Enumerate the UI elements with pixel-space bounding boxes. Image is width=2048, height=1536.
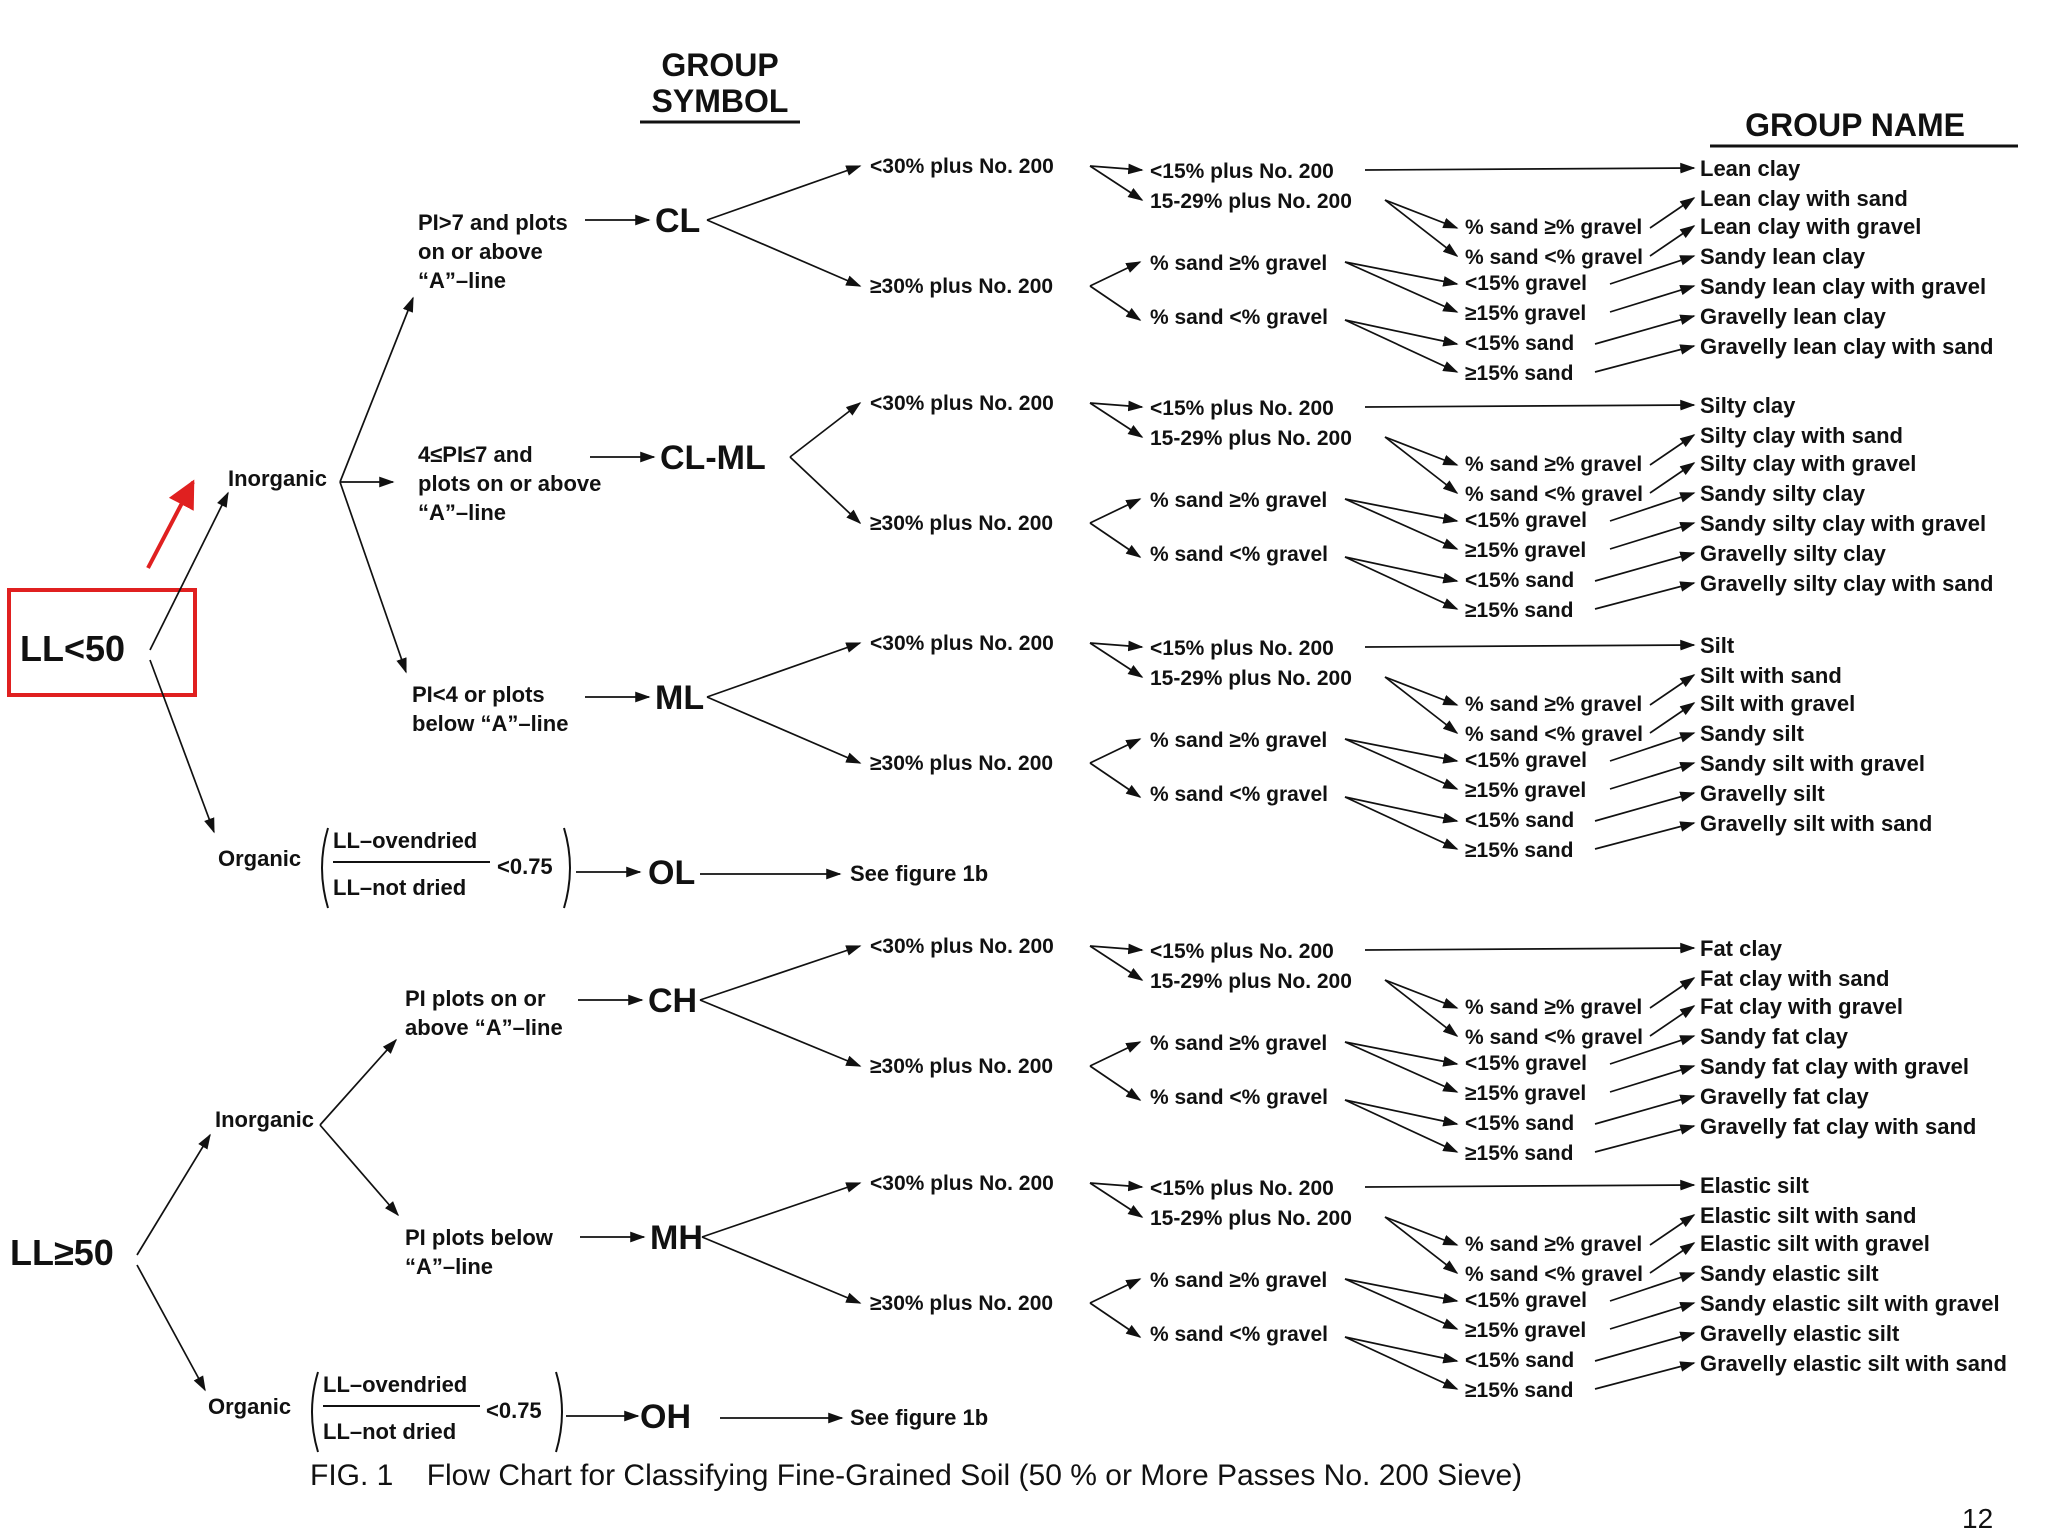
criterion-ge15-sand: ≥15% sand xyxy=(1465,1142,1574,1165)
group-name-cl-4: Sandy lean clay with gravel xyxy=(1700,274,1987,299)
branch-edge xyxy=(1090,523,1140,557)
criterion-sand-ge-gravel-2: % sand ≥% gravel xyxy=(1465,1233,1643,1256)
criterion-sand-ge-gravel-2: % sand ≥% gravel xyxy=(1465,996,1643,1019)
branch-edge xyxy=(137,1265,205,1390)
group-name-clml-4: Sandy silty clay with gravel xyxy=(1700,511,1987,536)
criterion-sand-lt-gravel-2: % sand <% gravel xyxy=(1465,1026,1643,1049)
root-ll-ge-50: LL≥50 xyxy=(10,1232,114,1273)
branch-edge xyxy=(1650,1006,1694,1036)
branch-edge xyxy=(1365,168,1694,170)
branch-edge xyxy=(1385,1217,1457,1245)
branch-edge xyxy=(1090,403,1142,407)
criterion-lt15-sand: <15% sand xyxy=(1465,332,1575,355)
group-name-ch-2: Fat clay with gravel xyxy=(1700,994,1903,1019)
criterion-15-29-plus-200: 15-29% plus No. 200 xyxy=(1150,190,1352,213)
branch-edge xyxy=(1650,675,1694,705)
criterion-lt30-plus-200: <30% plus No. 200 xyxy=(870,935,1054,958)
branch-edge xyxy=(707,643,860,697)
branch-edge xyxy=(1345,499,1457,549)
branch-edge xyxy=(1650,198,1694,228)
subtree-mh xyxy=(580,1172,2007,1402)
branch-edge xyxy=(1345,739,1457,789)
criterion-lt15-gravel: <15% gravel xyxy=(1465,509,1588,532)
plasticity-condition-ch: PI plots on or above “A”–line xyxy=(405,986,563,1040)
root-ll-less-50: LL<50 xyxy=(20,628,126,669)
plasticity-condition-cl: PI>7 and plots on or above “A”–line xyxy=(418,210,568,293)
group-name-mh-6: Gravelly elastic silt with sand xyxy=(1700,1351,2007,1376)
organic-ratio-high-ll xyxy=(312,1372,638,1452)
branch-edge xyxy=(1090,286,1140,320)
subtree-cl xyxy=(585,155,1993,385)
branch-edge xyxy=(1385,980,1457,1036)
branch-edge xyxy=(1595,1363,1694,1389)
branch-edge xyxy=(1365,1185,1694,1187)
criterion-sand-lt-gravel: % sand <% gravel xyxy=(1150,543,1328,566)
see-figure-1b-oh: See figure 1b xyxy=(850,1405,989,1430)
group-name-ch-3: Sandy fat clay xyxy=(1700,1024,1848,1049)
branch-edge xyxy=(1090,763,1140,797)
branch-edge xyxy=(700,1000,860,1066)
plasticity-condition-clml: 4≤PI≤7 and plots on or above “A”–line xyxy=(418,442,602,525)
branch-edge xyxy=(1345,262,1457,312)
group-name-clml-0: Silty clay xyxy=(1700,393,1796,418)
group-name-cl-1: Lean clay with sand xyxy=(1700,186,1908,211)
branch-edge xyxy=(1650,226,1694,256)
group-name-mh-2: Elastic silt with gravel xyxy=(1700,1231,1930,1256)
branch-edge xyxy=(1385,200,1457,256)
group-name-ch-5: Gravelly fat clay xyxy=(1700,1084,1869,1109)
branch-edge xyxy=(1090,166,1142,200)
branch-edge xyxy=(1345,797,1457,821)
group-symbol-cl: CL xyxy=(655,202,701,240)
criterion-ge30-plus-200: ≥30% plus No. 200 xyxy=(870,1055,1054,1078)
branch-edge xyxy=(1650,978,1694,1008)
svg-text:<0.75: <0.75 xyxy=(486,1398,542,1423)
group-name-clml-3: Sandy silty clay xyxy=(1700,481,1866,506)
criterion-lt30-plus-200: <30% plus No. 200 xyxy=(870,1172,1054,1195)
svg-text:LL–not dried: LL–not dried xyxy=(323,1419,457,1444)
group-name-mh-4: Sandy elastic silt with gravel xyxy=(1700,1291,2000,1316)
branch-edge xyxy=(1345,1337,1457,1389)
branch-edge xyxy=(1385,980,1457,1008)
branch-edge xyxy=(1345,320,1457,344)
group-name-cl-5: Gravelly lean clay xyxy=(1700,304,1886,329)
group-name-cl-3: Sandy lean clay xyxy=(1700,244,1866,269)
group-symbol-ml: ML xyxy=(655,679,705,717)
criterion-lt30-plus-200: <30% plus No. 200 xyxy=(870,632,1054,655)
branch-edge xyxy=(1090,499,1140,523)
criterion-ge15-sand: ≥15% sand xyxy=(1465,839,1574,862)
branch-edge xyxy=(702,1183,860,1237)
criterion-ge15-gravel: ≥15% gravel xyxy=(1465,539,1587,562)
criterion-ge30-plus-200: ≥30% plus No. 200 xyxy=(870,275,1054,298)
criterion-lt15-sand: <15% sand xyxy=(1465,569,1575,592)
criterion-ge15-gravel: ≥15% gravel xyxy=(1465,1319,1587,1342)
group-name-clml-1: Silty clay with sand xyxy=(1700,423,1903,448)
branch-edge xyxy=(1090,403,1142,437)
branch-edge xyxy=(150,493,228,650)
criterion-lt15-gravel: <15% gravel xyxy=(1465,272,1588,295)
criterion-ge15-sand: ≥15% sand xyxy=(1465,599,1574,622)
criterion-sand-lt-gravel: % sand <% gravel xyxy=(1150,306,1328,329)
branch-edge xyxy=(1345,1042,1457,1092)
criterion-sand-ge-gravel: % sand ≥% gravel xyxy=(1150,489,1328,512)
branch-edge xyxy=(320,1040,396,1125)
criterion-15-29-plus-200: 15-29% plus No. 200 xyxy=(1150,667,1352,690)
criterion-sand-ge-gravel: % sand ≥% gravel xyxy=(1150,1032,1328,1055)
branch-edge xyxy=(1345,1100,1457,1152)
branch-edge xyxy=(1090,946,1142,980)
criterion-lt15-plus-200: <15% plus No. 200 xyxy=(1150,940,1334,963)
figure-caption: FIG. 1 Flow Chart for Classifying Fine-Grained Soil (50 % or More Passes No. 200 Sieve) xyxy=(310,1459,1523,1492)
branch-edge xyxy=(1345,320,1457,372)
branch-edge xyxy=(1090,262,1140,286)
branch-edge xyxy=(1090,643,1142,677)
branch-edge xyxy=(1090,1303,1140,1337)
branch-edge xyxy=(1345,557,1457,581)
branch-edge xyxy=(1345,1100,1457,1124)
criterion-ge15-gravel: ≥15% gravel xyxy=(1465,779,1587,802)
branch-edge xyxy=(1365,948,1694,950)
criterion-sand-ge-gravel: % sand ≥% gravel xyxy=(1150,252,1328,275)
group-name-ml-3: Sandy silt xyxy=(1700,721,1804,746)
criterion-sand-ge-gravel: % sand ≥% gravel xyxy=(1150,729,1328,752)
branch-edge xyxy=(1595,1096,1694,1124)
criterion-lt15-gravel: <15% gravel xyxy=(1465,749,1588,772)
branch-edge xyxy=(1365,645,1694,647)
branch-edge xyxy=(1595,1126,1694,1152)
criterion-lt15-sand: <15% sand xyxy=(1465,1112,1575,1135)
organic-label-high-ll: Organic xyxy=(208,1394,292,1419)
criterion-sand-lt-gravel-2: % sand <% gravel xyxy=(1465,483,1643,506)
group-name-ml-2: Silt with gravel xyxy=(1700,691,1856,716)
criterion-sand-lt-gravel-2: % sand <% gravel xyxy=(1465,723,1643,746)
group-symbol-ch: CH xyxy=(648,982,698,1020)
group-symbol-header-line1: GROUP xyxy=(661,47,779,83)
criterion-sand-ge-gravel-2: % sand ≥% gravel xyxy=(1465,693,1643,716)
branch-edge xyxy=(1650,463,1694,493)
branch-edge xyxy=(1385,677,1457,705)
criterion-lt15-sand: <15% sand xyxy=(1465,1349,1575,1372)
branch-edge xyxy=(707,220,860,286)
branch-edge xyxy=(1345,1279,1457,1301)
branch-edge xyxy=(1345,557,1457,609)
group-name-header: GROUP NAME xyxy=(1745,107,1965,143)
group-name-cl-0: Lean clay xyxy=(1700,156,1801,181)
highlight-arrow xyxy=(148,482,193,568)
branch-edge xyxy=(1090,1183,1142,1187)
branch-edge xyxy=(1345,1337,1457,1361)
branch-edge xyxy=(790,457,860,523)
branch-edge xyxy=(1385,437,1457,493)
branch-edge xyxy=(1345,1279,1457,1329)
group-name-mh-0: Elastic silt xyxy=(1700,1173,1809,1198)
branch-edge xyxy=(1610,1066,1694,1092)
plasticity-condition-ml: PI<4 or plots below “A”–line xyxy=(412,682,569,736)
group-name-mh-3: Sandy elastic silt xyxy=(1700,1261,1879,1286)
svg-text:LL–ovendried: LL–ovendried xyxy=(323,1372,468,1397)
criterion-lt15-gravel: <15% gravel xyxy=(1465,1052,1588,1075)
group-name-ch-0: Fat clay xyxy=(1700,936,1782,961)
group-symbol-mh: MH xyxy=(650,1219,703,1257)
branch-edge xyxy=(707,697,860,763)
criterion-lt15-plus-200: <15% plus No. 200 xyxy=(1150,1177,1334,1200)
organic-ratio-low-ll xyxy=(322,828,640,908)
criterion-sand-lt-gravel-2: % sand <% gravel xyxy=(1465,1263,1643,1286)
group-name-ch-1: Fat clay with sand xyxy=(1700,966,1890,991)
branch-edge xyxy=(1385,1217,1457,1273)
branch-edge xyxy=(1650,1243,1694,1273)
branch-edge xyxy=(1345,739,1457,761)
criterion-sand-lt-gravel: % sand <% gravel xyxy=(1150,1323,1328,1346)
branch-edge xyxy=(1595,346,1694,372)
group-name-clml-5: Gravelly silty clay xyxy=(1700,541,1886,566)
group-symbol-clml: CL-ML xyxy=(660,439,766,477)
plasticity-condition-mh: PI plots below “A”–line xyxy=(405,1225,553,1279)
branch-edge xyxy=(1650,703,1694,733)
inorganic-label-high-ll: Inorganic xyxy=(215,1107,315,1132)
criterion-sand-lt-gravel: % sand <% gravel xyxy=(1150,783,1328,806)
branch-edge xyxy=(1090,166,1142,170)
branch-edge xyxy=(707,166,860,220)
branch-edge xyxy=(1385,437,1457,465)
group-symbol-oh: OH xyxy=(640,1398,691,1436)
branch-edge xyxy=(1090,946,1142,950)
branch-edge xyxy=(1610,523,1694,549)
branch-edge xyxy=(1595,823,1694,849)
group-name-cl-2: Lean clay with gravel xyxy=(1700,214,1922,239)
group-symbol-ol: OL xyxy=(648,854,696,892)
criterion-sand-ge-gravel-2: % sand ≥% gravel xyxy=(1465,453,1643,476)
page-number: 12 xyxy=(1962,1503,1994,1534)
branch-edge xyxy=(1090,1066,1140,1100)
criterion-lt30-plus-200: <30% plus No. 200 xyxy=(870,155,1054,178)
branch-edge xyxy=(150,660,214,832)
inorganic-label-low-ll: Inorganic xyxy=(228,466,328,491)
criterion-lt15-plus-200: <15% plus No. 200 xyxy=(1150,160,1334,183)
branch-edge xyxy=(1090,1279,1140,1303)
criterion-ge15-gravel: ≥15% gravel xyxy=(1465,302,1587,325)
criterion-15-29-plus-200: 15-29% plus No. 200 xyxy=(1150,427,1352,450)
branch-edge xyxy=(1345,797,1457,849)
criterion-lt15-sand: <15% sand xyxy=(1465,809,1575,832)
branch-edge xyxy=(1385,677,1457,733)
group-name-clml-2: Silty clay with gravel xyxy=(1700,451,1917,476)
branch-edge xyxy=(1345,499,1457,521)
branch-edge xyxy=(1090,739,1140,763)
group-name-ml-6: Gravelly silt with sand xyxy=(1700,811,1933,836)
group-name-clml-6: Gravelly silty clay with sand xyxy=(1700,571,1994,596)
branch-edge xyxy=(1090,643,1142,647)
branch-edge xyxy=(1595,793,1694,821)
group-name-ml-0: Silt xyxy=(1700,633,1735,658)
criterion-lt15-plus-200: <15% plus No. 200 xyxy=(1150,397,1334,420)
group-name-mh-1: Elastic silt with sand xyxy=(1700,1203,1917,1228)
branch-edge xyxy=(702,1237,860,1303)
svg-text:LL–not dried: LL–not dried xyxy=(333,875,467,900)
group-name-ml-4: Sandy silt with gravel xyxy=(1700,751,1925,776)
branch-edge xyxy=(1595,1333,1694,1361)
branch-edge xyxy=(790,403,860,457)
branch-edge xyxy=(1610,1303,1694,1329)
criterion-lt30-plus-200: <30% plus No. 200 xyxy=(870,392,1054,415)
svg-text:LL–ovendried: LL–ovendried xyxy=(333,828,478,853)
criterion-ge15-sand: ≥15% sand xyxy=(1465,362,1574,385)
see-figure-1b-ol: See figure 1b xyxy=(850,861,989,886)
branch-edge xyxy=(1365,405,1694,407)
group-name-ml-5: Gravelly silt xyxy=(1700,781,1825,806)
criterion-ge15-gravel: ≥15% gravel xyxy=(1465,1082,1587,1105)
organic-label-low-ll: Organic xyxy=(218,846,302,871)
branch-edge xyxy=(700,946,860,1000)
criterion-sand-ge-gravel-2: % sand ≥% gravel xyxy=(1465,216,1643,239)
criterion-15-29-plus-200: 15-29% plus No. 200 xyxy=(1150,1207,1352,1230)
criterion-15-29-plus-200: 15-29% plus No. 200 xyxy=(1150,970,1352,993)
branch-edge xyxy=(1385,200,1457,228)
criterion-sand-ge-gravel: % sand ≥% gravel xyxy=(1150,1269,1328,1292)
criterion-lt15-plus-200: <15% plus No. 200 xyxy=(1150,637,1334,660)
branch-edge xyxy=(1650,1215,1694,1245)
group-name-mh-5: Gravelly elastic silt xyxy=(1700,1321,1900,1346)
subtree-ml xyxy=(585,632,1932,862)
branch-edge xyxy=(1345,1042,1457,1064)
branch-edge xyxy=(340,298,413,482)
branch-edge xyxy=(1610,286,1694,312)
group-name-ch-4: Sandy fat clay with gravel xyxy=(1700,1054,1969,1079)
criterion-ge15-sand: ≥15% sand xyxy=(1465,1379,1574,1402)
branch-edge xyxy=(1595,553,1694,581)
branch-edge xyxy=(1345,262,1457,284)
branch-edge xyxy=(1090,1183,1142,1217)
criterion-sand-lt-gravel: % sand <% gravel xyxy=(1150,1086,1328,1109)
branch-edge xyxy=(340,482,406,672)
branch-edge xyxy=(1595,316,1694,344)
branch-edge xyxy=(1650,435,1694,465)
branch-edge xyxy=(137,1135,210,1255)
criterion-sand-lt-gravel-2: % sand <% gravel xyxy=(1465,246,1643,269)
group-symbol-header-line2: SYMBOL xyxy=(651,83,789,119)
criterion-ge30-plus-200: ≥30% plus No. 200 xyxy=(870,752,1054,775)
subtree-ch xyxy=(578,935,1976,1165)
subtree-clml xyxy=(590,392,1993,622)
criterion-ge30-plus-200: ≥30% plus No. 200 xyxy=(870,1292,1054,1315)
group-name-cl-6: Gravelly lean clay with sand xyxy=(1700,334,1994,359)
group-name-ch-6: Gravelly fat clay with sand xyxy=(1700,1114,1977,1139)
criterion-ge30-plus-200: ≥30% plus No. 200 xyxy=(870,512,1054,535)
branch-edge xyxy=(1090,1042,1140,1066)
branch-edge xyxy=(1610,763,1694,789)
branch-edge xyxy=(320,1125,398,1215)
group-name-ml-1: Silt with sand xyxy=(1700,663,1842,688)
criterion-lt15-gravel: <15% gravel xyxy=(1465,1289,1588,1312)
svg-text:<0.75: <0.75 xyxy=(497,854,553,879)
branch-edge xyxy=(1595,583,1694,609)
